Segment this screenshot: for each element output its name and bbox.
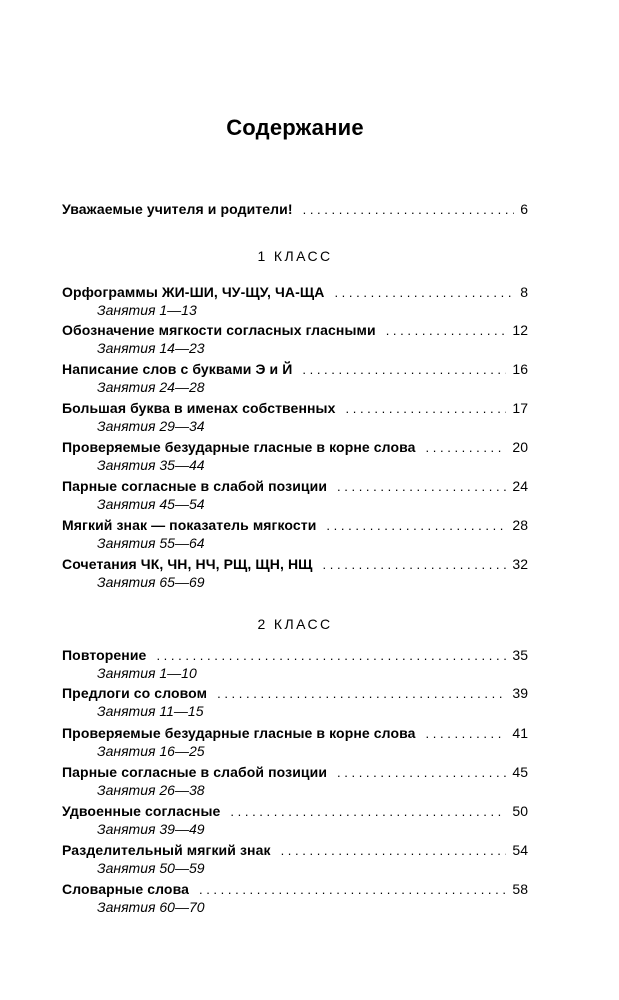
dot-leader: [303, 200, 515, 220]
dot-leader: [156, 646, 506, 666]
entry-page: 17: [512, 400, 528, 416]
entry-title: Орфограммы ЖИ-ШИ, ЧУ-ЩУ, ЧА-ЩА: [62, 284, 325, 300]
entry-title: Разделительный мягкий знак: [62, 842, 271, 858]
entry-page: 35: [512, 647, 528, 663]
dot-leader: [230, 802, 506, 822]
dot-leader: [326, 516, 506, 536]
entry-lessons: Занятия 35—44: [97, 457, 205, 473]
entry-page: 24: [512, 478, 528, 494]
entry-lessons: Занятия 24—28: [97, 379, 205, 395]
toc-entry[interactable]: [62, 515, 528, 535]
entry-lessons: Занятия 26—38: [97, 782, 205, 798]
entry-title: Словарные слова: [62, 881, 189, 897]
dot-leader: [337, 763, 506, 783]
dot-leader: [323, 555, 507, 575]
toc-entry[interactable]: [62, 840, 528, 860]
entry-title: Проверяемые безударные гласные в корне слова: [62, 439, 416, 455]
entry-lessons: Занятия 55—64: [97, 535, 205, 551]
entry-lessons: Занятия 29—34: [97, 418, 205, 434]
dot-leader: [334, 283, 514, 303]
entry-lessons: Занятия 50—59: [97, 860, 205, 876]
entry-page: 20: [512, 439, 528, 455]
dot-leader: [346, 399, 507, 419]
toc-entry[interactable]: [62, 554, 528, 574]
entry-lessons: Занятия 39—49: [97, 821, 205, 837]
entry-title: Проверяемые безударные гласные в корне слова: [62, 725, 416, 741]
dot-leader: [337, 477, 506, 497]
toc-entry[interactable]: [62, 801, 528, 821]
toc-entry-intro[interactable]: [62, 199, 528, 219]
dot-leader: [217, 684, 506, 704]
entry-title: Удвоенные согласные: [62, 803, 221, 819]
toc-entry[interactable]: [62, 645, 528, 665]
toc-entry[interactable]: [62, 282, 528, 302]
toc-entry[interactable]: [62, 476, 528, 496]
dot-leader: [426, 438, 507, 458]
entry-page: 8: [520, 284, 528, 300]
entry-page: 50: [512, 803, 528, 819]
entry-lessons: Занятия 1—13: [97, 302, 197, 318]
toc-entry[interactable]: [62, 359, 528, 379]
entry-lessons: Занятия 1—10: [97, 665, 197, 681]
toc-entry[interactable]: [62, 437, 528, 457]
entry-title: Парные согласные в слабой позиции: [62, 764, 328, 780]
entry-page: 45: [512, 764, 528, 780]
entry-title: Написание слов с буквами Э и Й: [62, 361, 293, 377]
entry-lessons: Занятия 60—70: [97, 899, 205, 915]
toc-entry[interactable]: [62, 723, 528, 743]
entry-page: 54: [512, 842, 528, 858]
entry-page: 28: [512, 517, 528, 533]
toc-entry[interactable]: [62, 683, 528, 703]
entry-title: Парные согласные в слабой позиции: [62, 478, 328, 494]
dot-leader: [386, 321, 507, 341]
page-title: Содержание: [226, 115, 364, 140]
entry-title: Большая буква в именах собственных: [62, 400, 336, 416]
toc-entry[interactable]: [62, 320, 528, 340]
entry-lessons: Занятия 65—69: [97, 574, 205, 590]
dot-leader: [302, 360, 506, 380]
entry-title: Сочетания ЧК, ЧН, НЧ, РЩ, ЩН, НЩ: [62, 556, 313, 572]
entry-title: Обозначение мягкости согласных гласными: [62, 322, 376, 338]
entry-page: 32: [512, 556, 528, 572]
toc-entry[interactable]: [62, 879, 528, 899]
dot-leader: [426, 724, 507, 744]
entry-page: 39: [512, 685, 528, 701]
dot-leader: [281, 841, 507, 861]
entry-lessons: Занятия 16—25: [97, 743, 205, 759]
section-heading-class1: 1 КЛАСС: [257, 248, 333, 264]
toc-entry[interactable]: [62, 398, 528, 418]
section-heading-class2: 2 КЛАСС: [257, 616, 333, 632]
entry-title: Мягкий знак — показатель мягкости: [62, 517, 317, 533]
entry-lessons: Занятия 11—15: [97, 703, 204, 719]
entry-page: 12: [512, 322, 528, 338]
entry-title: Повторение: [62, 647, 147, 663]
entry-lessons: Занятия 45—54: [97, 496, 205, 512]
entry-page: 58: [512, 881, 528, 897]
entry-title: Уважаемые учителя и родители!: [62, 201, 293, 217]
entry-page: 41: [512, 725, 528, 741]
entry-lessons: Занятия 14—23: [97, 340, 205, 356]
entry-page: 16: [512, 361, 528, 377]
dot-leader: [199, 880, 506, 900]
entry-title: Предлоги со словом: [62, 685, 208, 701]
entry-page: 6: [520, 201, 528, 217]
toc-entry[interactable]: [62, 762, 528, 782]
